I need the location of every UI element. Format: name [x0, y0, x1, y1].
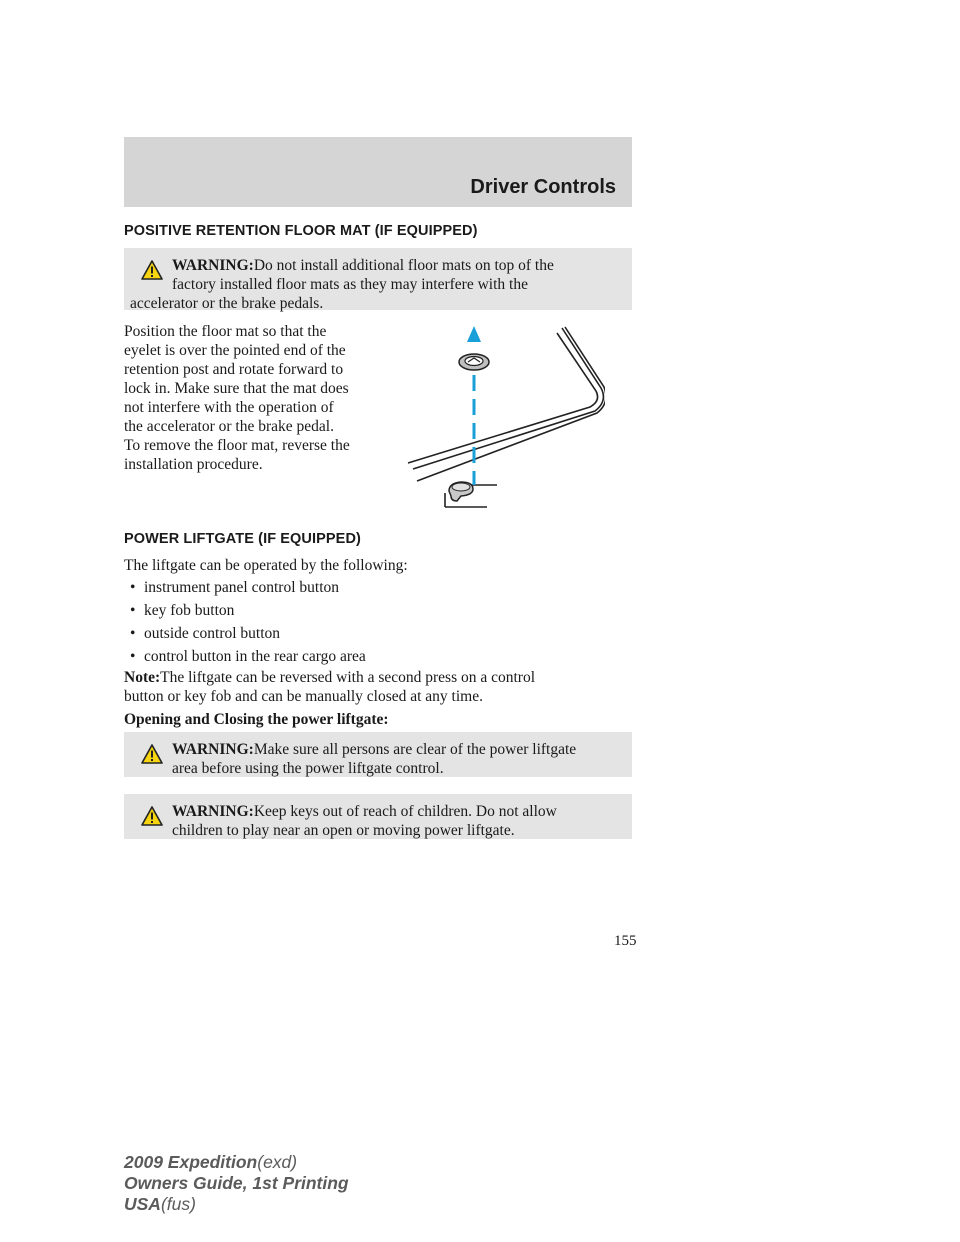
body-line: not interfere with the operation of — [124, 399, 334, 416]
header-band — [124, 137, 632, 207]
bullet-icon: • — [130, 579, 136, 596]
warning-icon — [141, 806, 163, 826]
liftgate-heading: POWER LIFTGATE (IF EQUIPPED) — [124, 531, 361, 547]
floor-mat-instructions — [124, 322, 350, 474]
body-line: retention post and rotate forward to — [124, 361, 344, 378]
floor-mat-warning — [124, 248, 632, 310]
bullet-icon: • — [130, 648, 136, 665]
liftgate-warning-persons: WARNING:Make sure all persons are clear of the power liftgate area before using the power liftgate control. — [124, 732, 632, 777]
warning-icon — [141, 744, 163, 764]
list-item: • key fob button — [130, 602, 235, 619]
body-line: the accelerator or the brake pedal. — [124, 418, 334, 435]
list-item: • instrument panel control button — [130, 579, 340, 596]
liftgate-intro: The liftgate can be operated by the following: — [124, 557, 408, 574]
page-number: 155 — [614, 933, 637, 949]
body-line: Position the floor mat so that the — [124, 323, 327, 340]
liftgate-subheading: Opening and Closing the power liftgate: — [124, 711, 389, 728]
eyelet-icon — [459, 354, 489, 370]
retention-post-icon — [449, 482, 473, 501]
body-line: eyelet is over the pointed end of the — [124, 342, 346, 359]
liftgate-note: Note:The liftgate can be reversed with a second press on a control button or key fob and can be manually closed at any time. — [124, 669, 536, 705]
list-item: • outside control button — [130, 625, 281, 642]
floor-mat-retention-illustration — [405, 323, 605, 513]
body-line: To remove the floor mat, reverse the — [124, 437, 350, 454]
floor-mat-heading: POSITIVE RETENTION FLOOR MAT (IF EQUIPPED) — [124, 223, 478, 239]
body-line: installation procedure. — [124, 456, 263, 473]
mat-edge-outer — [413, 328, 603, 469]
warning-label: WARNING: — [172, 741, 254, 758]
warning-text: Do not install additional floor mats on top of the — [253, 257, 554, 274]
warning-label: WARNING: — [172, 257, 254, 274]
footer: 2009 Expedition(exd) Owners Guide, 1st Printing USA(fus) — [124, 1152, 349, 1214]
mat-edge-inner — [408, 333, 598, 463]
body-line: lock in. Make sure that the mat does — [124, 380, 349, 397]
warning-label: WARNING: — [172, 803, 254, 820]
section-title: Driver Controls — [470, 176, 616, 198]
bullet-icon: • — [130, 602, 136, 619]
note-label: Note: — [124, 669, 161, 686]
liftgate-warning-keys: WARNING:Keep keys out of reach of children. Do not allow children to play near an open or moving power liftgate. — [124, 794, 632, 839]
list-item: • control button in the rear cargo area — [130, 648, 366, 665]
bullet-icon: • — [130, 625, 136, 642]
warning-icon — [141, 260, 163, 280]
warning-text: factory installed floor mats as they may interfere with the — [172, 276, 528, 293]
warning-text: accelerator or the brake pedals. — [130, 295, 324, 312]
